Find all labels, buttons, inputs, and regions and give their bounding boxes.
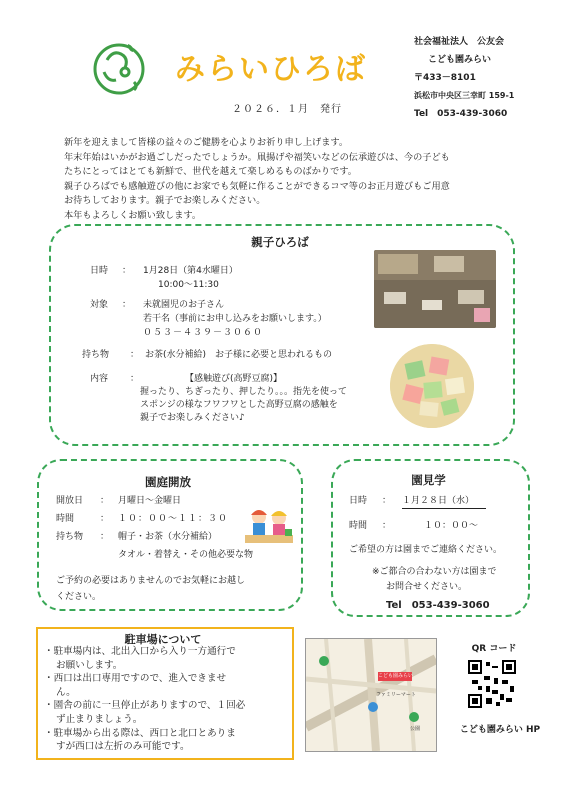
parking-line: お願いします。 xyxy=(56,659,123,671)
parking-line: ・駐車場から出る際は、西口と北口とありま xyxy=(44,727,236,739)
children-illustration-icon xyxy=(245,505,293,543)
colon: ： xyxy=(130,350,140,360)
logo-icon xyxy=(90,38,148,96)
oyako-content-line: スポンジの様なフワフワとした高野豆腐の感触を xyxy=(140,400,338,410)
visit-time: １０：００～ xyxy=(424,521,479,531)
visit-date-label: 日時 xyxy=(349,496,368,506)
visit-date: １月２８日（水） xyxy=(402,494,486,509)
oyako-capacity: 若干名（事前にお申し込みをお願いします。） xyxy=(143,314,327,324)
oyako-target-label: 対象 xyxy=(90,300,109,310)
visit-note2: ※ご都合の合わない方は園まで xyxy=(372,567,497,577)
intro-line: 本年もよろしくお願い致します。 xyxy=(64,209,202,221)
oyako-date-label: 日時 xyxy=(90,266,109,276)
map-label: 公園 xyxy=(410,726,421,732)
visit-time-label: 時間 xyxy=(349,521,368,531)
oyako-phone: ０５３－４３９－３０６０ xyxy=(143,328,264,338)
oyako-content-title: 【感触遊び(高野豆腐)】 xyxy=(185,374,283,384)
map-label: こども園みらい xyxy=(378,673,414,679)
colon: ： xyxy=(122,300,132,310)
qr-caption[interactable]: こども園みらい HP xyxy=(459,725,541,735)
classroom-photo xyxy=(374,250,496,328)
colon: ： xyxy=(100,496,110,506)
oyako-heading: 親子ひろば xyxy=(251,235,309,249)
intro-line: 親子ひろばでも感触遊びの他にお家でも気軽に作ることができるコマ等のお正月遊びもご用意 xyxy=(64,180,450,192)
oyako-time: 10:00～11:30 xyxy=(158,280,219,290)
garden-note: ご予約の必要はありませんのでお気軽にお越し xyxy=(56,576,246,586)
org-line: Tel 053-439-3060 xyxy=(414,109,508,119)
colon: ： xyxy=(382,521,392,531)
intro-line: お待ちしております。親子でお楽しみください。 xyxy=(64,195,266,207)
garden-time: １０：００～１１：３０ xyxy=(118,514,229,524)
org-line: 浜松市中央区三幸町 159-1 xyxy=(414,91,515,100)
visit-note: ご希望の方は園までご連絡ください。 xyxy=(349,545,503,555)
parking-line: ・駐車場内は、北出入口から入り一方通行で xyxy=(44,646,236,657)
location-map xyxy=(305,638,437,752)
visit-heading: 園見学 xyxy=(411,473,446,487)
parking-heading: 駐車場について xyxy=(124,633,202,646)
garden-days-label: 開放日 xyxy=(56,496,84,506)
colon: ： xyxy=(122,266,132,276)
visit-tel: Tel 053-439-3060 xyxy=(386,600,490,611)
visit-note2: お問合せください。 xyxy=(386,582,468,592)
oyako-items: お茶(水分補給) お子様に必要と思われるもの xyxy=(145,350,333,360)
org-info xyxy=(414,33,564,123)
colon: ： xyxy=(130,374,140,384)
parking-line: ・西口は出口専用ですので、進入できませ xyxy=(44,673,227,685)
intro-line: 年末年始はいかがお過ごしだったでしょうか。凧揚げや福笑いなどの伝承遊びは、今の子ども xyxy=(64,151,450,163)
oyako-date: 1月28日（第4水曜日） xyxy=(143,266,238,276)
garden-heading: 園庭開放 xyxy=(145,475,191,489)
oyako-content-line: 握ったり、ちぎったり、押したり。。。指先を使って xyxy=(140,387,348,397)
parking-line: ず止まりましょう。 xyxy=(56,713,143,725)
org-line: 〒433－8101 xyxy=(414,73,476,83)
parking-line: すが西口は左折のみ可能です。 xyxy=(56,741,190,753)
parking-list xyxy=(44,645,288,754)
garden-time-label: 時間 xyxy=(56,514,75,524)
garden-items: 帽子・お茶（水分補給） xyxy=(118,532,218,542)
colon: ： xyxy=(100,514,110,524)
intro-text xyxy=(64,136,514,224)
parking-line: ん。 xyxy=(56,686,76,698)
parking-line: ・園舎の前に一旦停止がありますので、１回必 xyxy=(44,700,246,712)
intro-line: 新年を迎えまして皆様の益々のご健勝を心よりお祈り申し上げます。 xyxy=(64,137,349,148)
oyako-content-label: 内容 xyxy=(90,374,109,384)
oyako-target: 未就園児のお子さん xyxy=(143,300,225,310)
garden-items: タオル・着替え・その他必要な物 xyxy=(118,550,254,560)
colon: ： xyxy=(382,496,392,506)
oyako-items-label: 持ち物 xyxy=(82,350,110,360)
page-title: みらいひろば xyxy=(175,52,367,87)
garden-items-label: 持ち物 xyxy=(56,532,84,542)
org-line: こども園みらい xyxy=(428,55,492,65)
garden-days: 月曜日～金曜日 xyxy=(118,496,182,506)
garden-note: ください。 xyxy=(56,592,102,602)
org-line: 社会福祉法人 公友会 xyxy=(414,37,505,47)
map-label: ファミリーマート xyxy=(376,692,416,698)
qr-label: QR コード xyxy=(471,644,517,654)
oyako-content-line: 親子でお楽しみください♪ xyxy=(140,413,245,423)
qr-code-icon[interactable] xyxy=(468,660,516,708)
tofu-photo xyxy=(390,344,474,428)
issue-date: ２０２６．１月 発行 xyxy=(232,104,342,115)
intro-line: たちにとってはとても新鮮で、世代を越えて楽しめるものばかりです。 xyxy=(64,166,357,178)
colon: ： xyxy=(100,532,110,542)
